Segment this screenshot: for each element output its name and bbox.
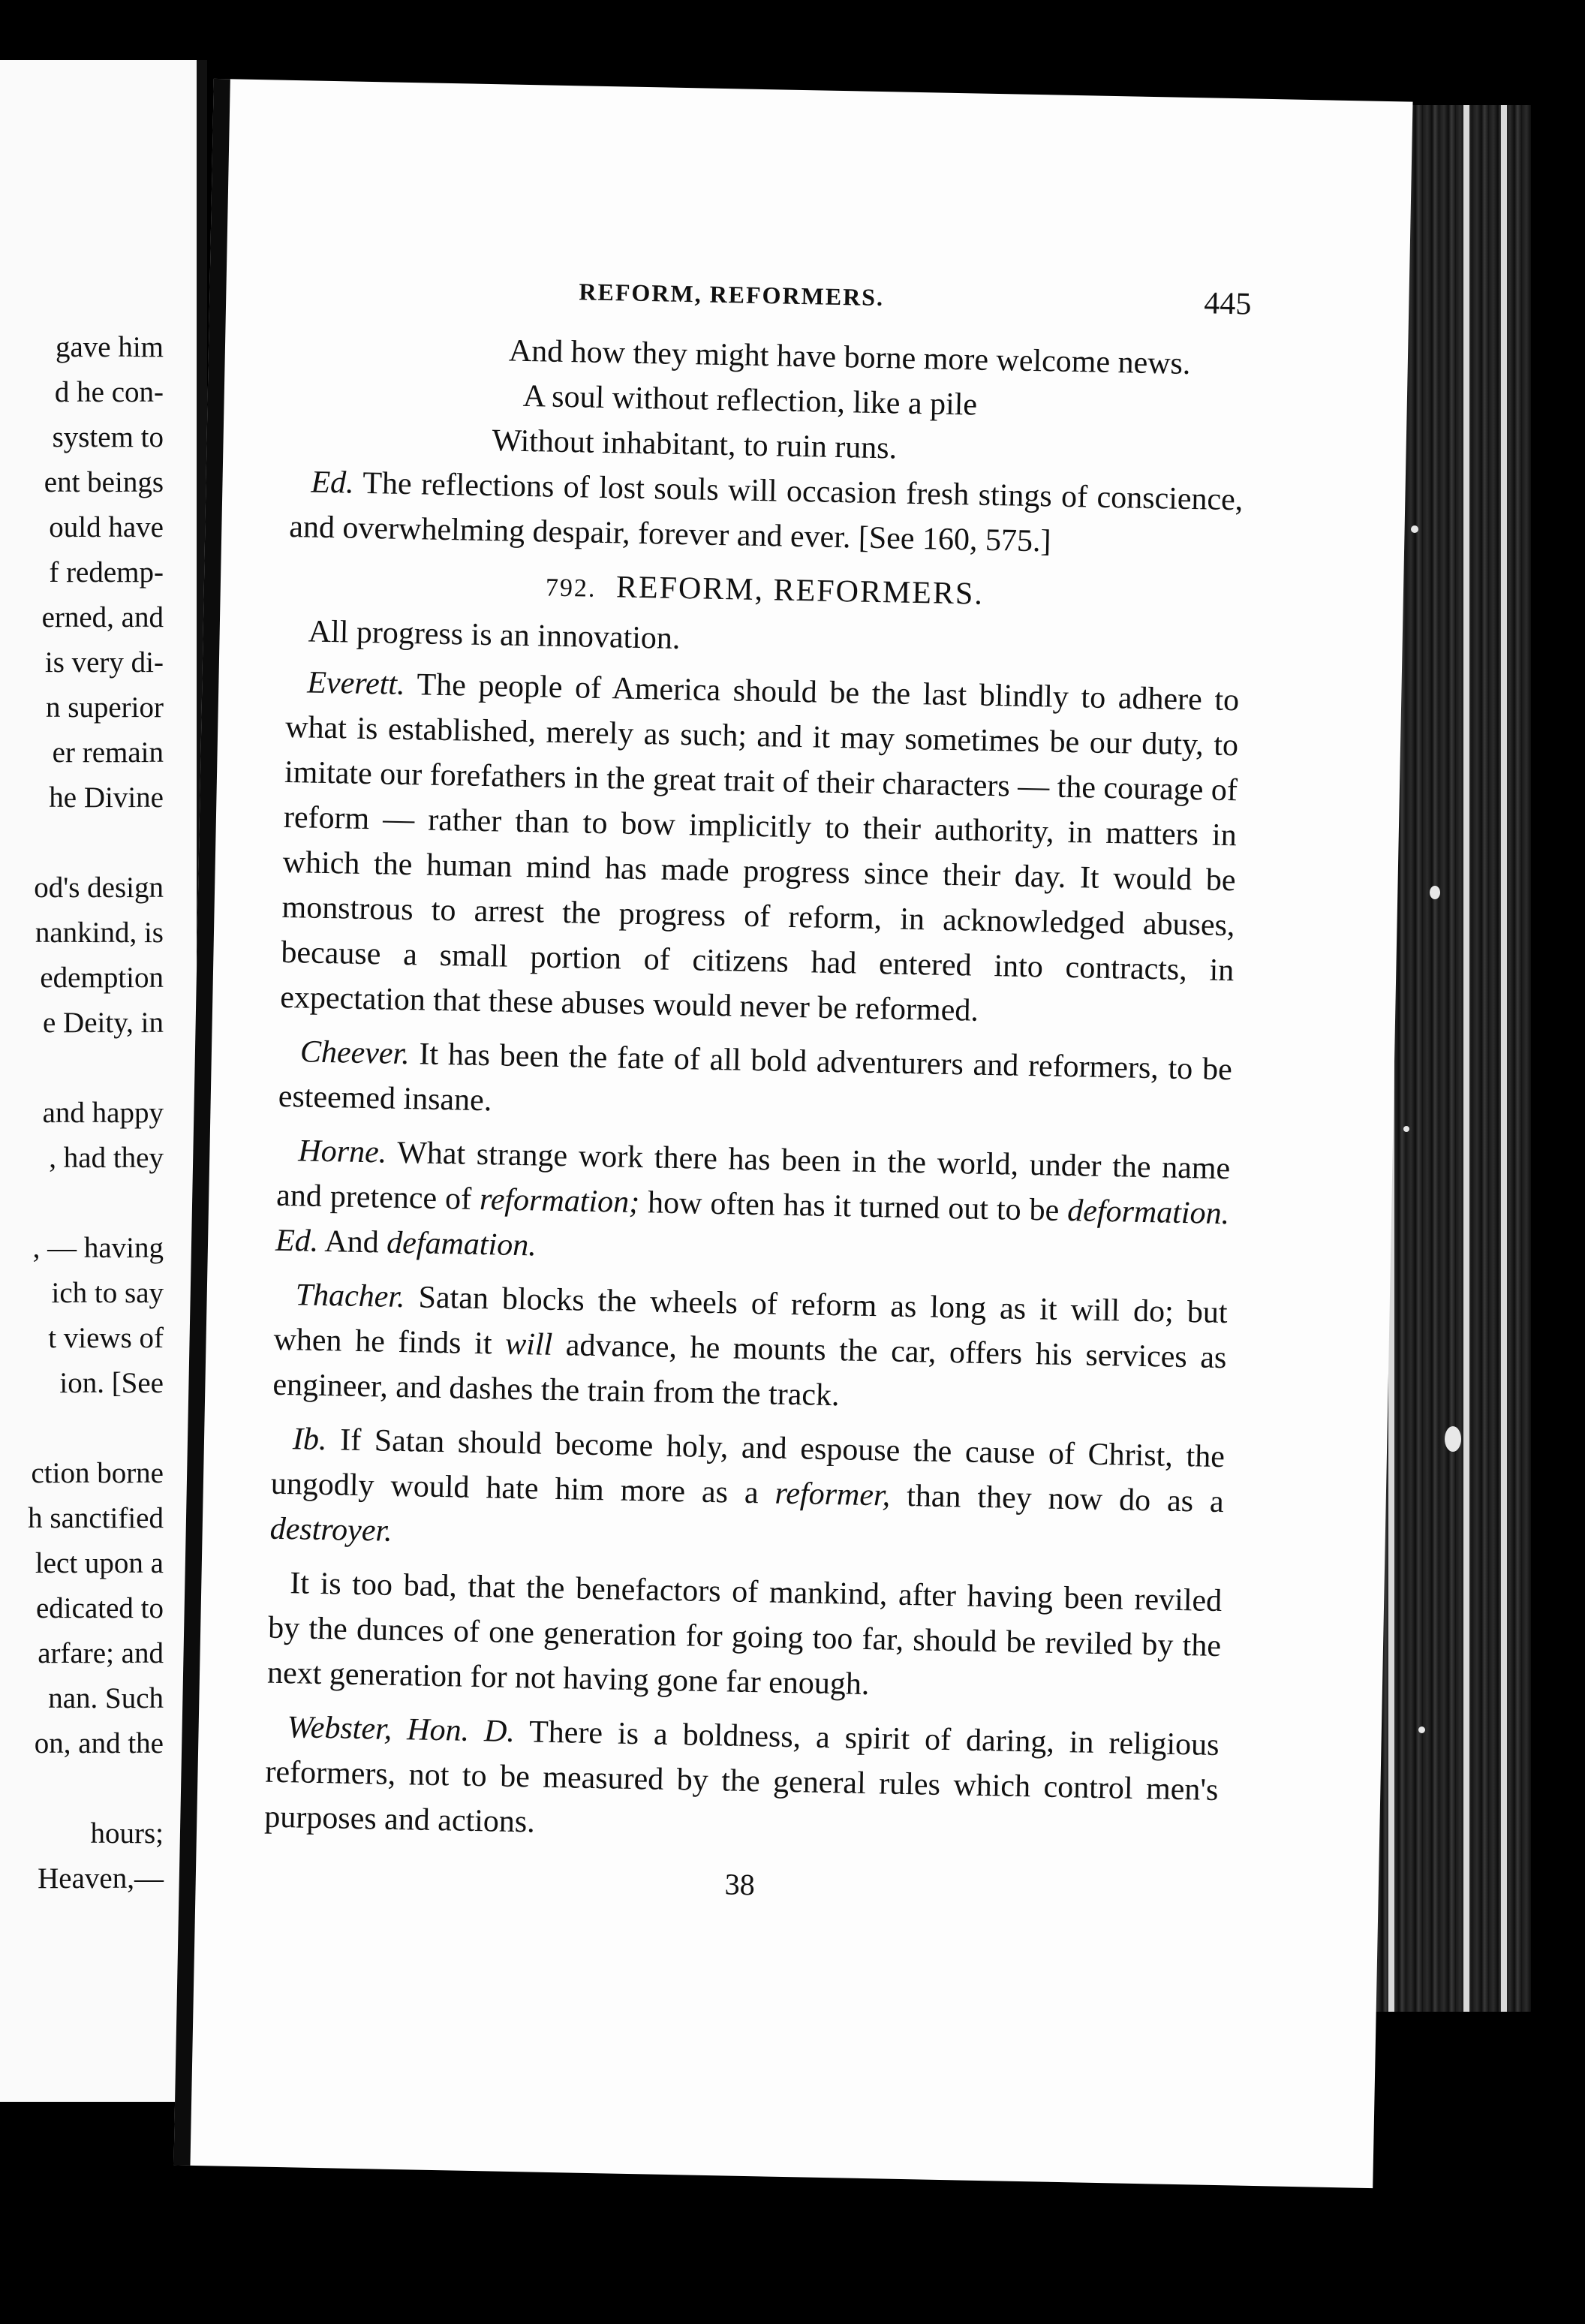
quote-text: If Satan should become holy, and espouse the cause of Christ, the ungodly would hate him more as a xyxy=(270,1422,1226,1511)
quote-text: how often has it turned out to be xyxy=(647,1185,1060,1228)
speck-mark xyxy=(1445,1426,1461,1452)
verse-line: And how they might have borne more welcome news. xyxy=(508,333,1191,381)
left-page-line: ction borne xyxy=(31,1457,164,1489)
quote-paragraph xyxy=(264,1705,1220,1858)
quote-paragraph: It is too bad, that the benefactors of mankind, after having been reviled by the dunces of one generation for going too far, should be reviled by the next generation for not having gone far enough. xyxy=(266,1566,1223,1702)
section-title: REFORM, REFORMERS. xyxy=(615,570,985,612)
left-page-line: edemption xyxy=(40,962,164,994)
left-page-line: gave him xyxy=(55,331,164,363)
left-page-line: er remain xyxy=(52,736,164,769)
left-page-line: e Deity, in xyxy=(42,1007,164,1039)
page-edge-strip xyxy=(1463,105,1469,2012)
quote-paragraph xyxy=(275,1128,1231,1281)
left-page-line: ould have xyxy=(49,511,164,543)
speaker-name: Ed. xyxy=(311,465,355,501)
left-page-line: , — having xyxy=(32,1232,164,1264)
section-number: 792. xyxy=(545,573,597,603)
left-page-line: hours; xyxy=(90,1817,164,1850)
speck-mark xyxy=(1403,1126,1409,1132)
italic-word: defamation. xyxy=(386,1225,537,1263)
italic-word: will xyxy=(504,1326,553,1362)
signature-mark: 38 xyxy=(724,1867,756,1902)
left-page-line: edicated to xyxy=(36,1592,164,1624)
speck-mark xyxy=(1430,886,1440,899)
italic-word: reformation; xyxy=(479,1182,640,1221)
speaker-name: Webster, Hon. D. xyxy=(287,1710,516,1750)
page-number: 445 xyxy=(1203,286,1252,322)
quote-paragraph xyxy=(278,1029,1232,1137)
quote-text: There is a boldness, a spirit of daring, in religious reformers, not to be measured by the general rules which control men's purposes and actions. xyxy=(263,1714,1220,1840)
speck-mark xyxy=(1418,1726,1425,1733)
left-page-line: arfare; and xyxy=(38,1637,164,1669)
left-page-line: h sanctified xyxy=(28,1502,164,1534)
italic-word: reformer, xyxy=(774,1476,891,1513)
left-page-line: n superior xyxy=(45,691,164,724)
speaker-name: Horne. xyxy=(297,1133,387,1170)
editor-note xyxy=(289,459,1244,567)
page-edge-strip xyxy=(1501,105,1507,2012)
speaker-name: Everett. xyxy=(306,665,406,702)
page-header xyxy=(226,266,1409,334)
left-page-line: is very di- xyxy=(44,646,164,679)
speaker-name: Thacher. xyxy=(295,1278,406,1315)
quote-text: And xyxy=(324,1224,380,1260)
verse-line: A soul without reflection, like a pile xyxy=(522,378,978,423)
left-page-line: t views of xyxy=(48,1322,164,1354)
left-page-line: and happy xyxy=(42,1097,164,1129)
quote-text: The people of America should be the last blindly to adhere to what is established, merely as such; and it may sometimes be our duty, to imitate our forefathers in the great trait of their characters — the courage of reform — rather than to bow implicitly to their authority, in matters in which the human mind has made progress since their day. It would be monstrous to arrest the progress of reform, in acknowledged abuses, because a small portion of citizens had entered into contracts, in expectation that these abuses would never be reformed. xyxy=(279,667,1240,1028)
section-motto: All progress is an innovation. xyxy=(308,614,681,656)
quote-paragraph xyxy=(280,660,1240,1038)
speaker-name: Cheever. xyxy=(299,1034,411,1072)
quote-text: It has been the fate of all bold adventurers and reformers, to be esteemed insane. xyxy=(278,1037,1233,1118)
left-page-line: he Divine xyxy=(49,781,164,814)
left-page-line: ion. [See xyxy=(59,1367,164,1399)
book-page xyxy=(173,79,1412,2188)
speaker-name: Ib. xyxy=(292,1422,327,1458)
running-head: REFORM, REFORMERS. xyxy=(579,278,885,312)
left-page-line: ich to say xyxy=(51,1277,164,1309)
speck-mark xyxy=(1411,525,1418,533)
left-page-line: od's design xyxy=(34,872,164,904)
italic-word: destroyer. xyxy=(269,1511,393,1549)
quote-text: What strange work there has been in the world, under the name and pretence of xyxy=(275,1135,1231,1217)
quote-text: advance, he mounts the car, offers his services as engineer, and dashes the train from the track. xyxy=(272,1328,1227,1413)
left-page-line: nankind, is xyxy=(35,917,164,949)
quote-paragraph xyxy=(269,1416,1225,1570)
left-page-line: f redemp- xyxy=(49,556,164,589)
left-page-line: d he con- xyxy=(54,376,164,408)
left-page-line: on, and the xyxy=(34,1727,164,1760)
italic-word: deformation. xyxy=(1066,1194,1230,1232)
speaker-name: Ed. xyxy=(275,1223,319,1259)
quote-paragraph xyxy=(272,1272,1228,1425)
quote-text: than they now do as a xyxy=(906,1478,1225,1520)
left-page-line: system to xyxy=(52,421,164,453)
quote-text: The reflections of lost souls will occasion fresh stings of conscience, and overwhelming despair, forever and ever. [See 160, 575.] xyxy=(288,465,1244,559)
left-page-line: Heaven,— xyxy=(38,1862,164,1895)
left-page-line: erned, and xyxy=(41,601,164,634)
left-page-line: lect upon a xyxy=(35,1547,164,1579)
quote-text: Satan blocks the wheels of reform as long as it will do; but when he finds it xyxy=(273,1280,1228,1362)
left-page-line: ent beings xyxy=(44,466,164,498)
left-page-line: nan. Such xyxy=(48,1682,164,1714)
left-facing-page xyxy=(0,60,207,2102)
verse-line: Without inhabitant, to ruin runs. xyxy=(492,423,898,466)
left-page-line: , had they xyxy=(49,1142,164,1174)
page-body xyxy=(263,324,1246,1916)
